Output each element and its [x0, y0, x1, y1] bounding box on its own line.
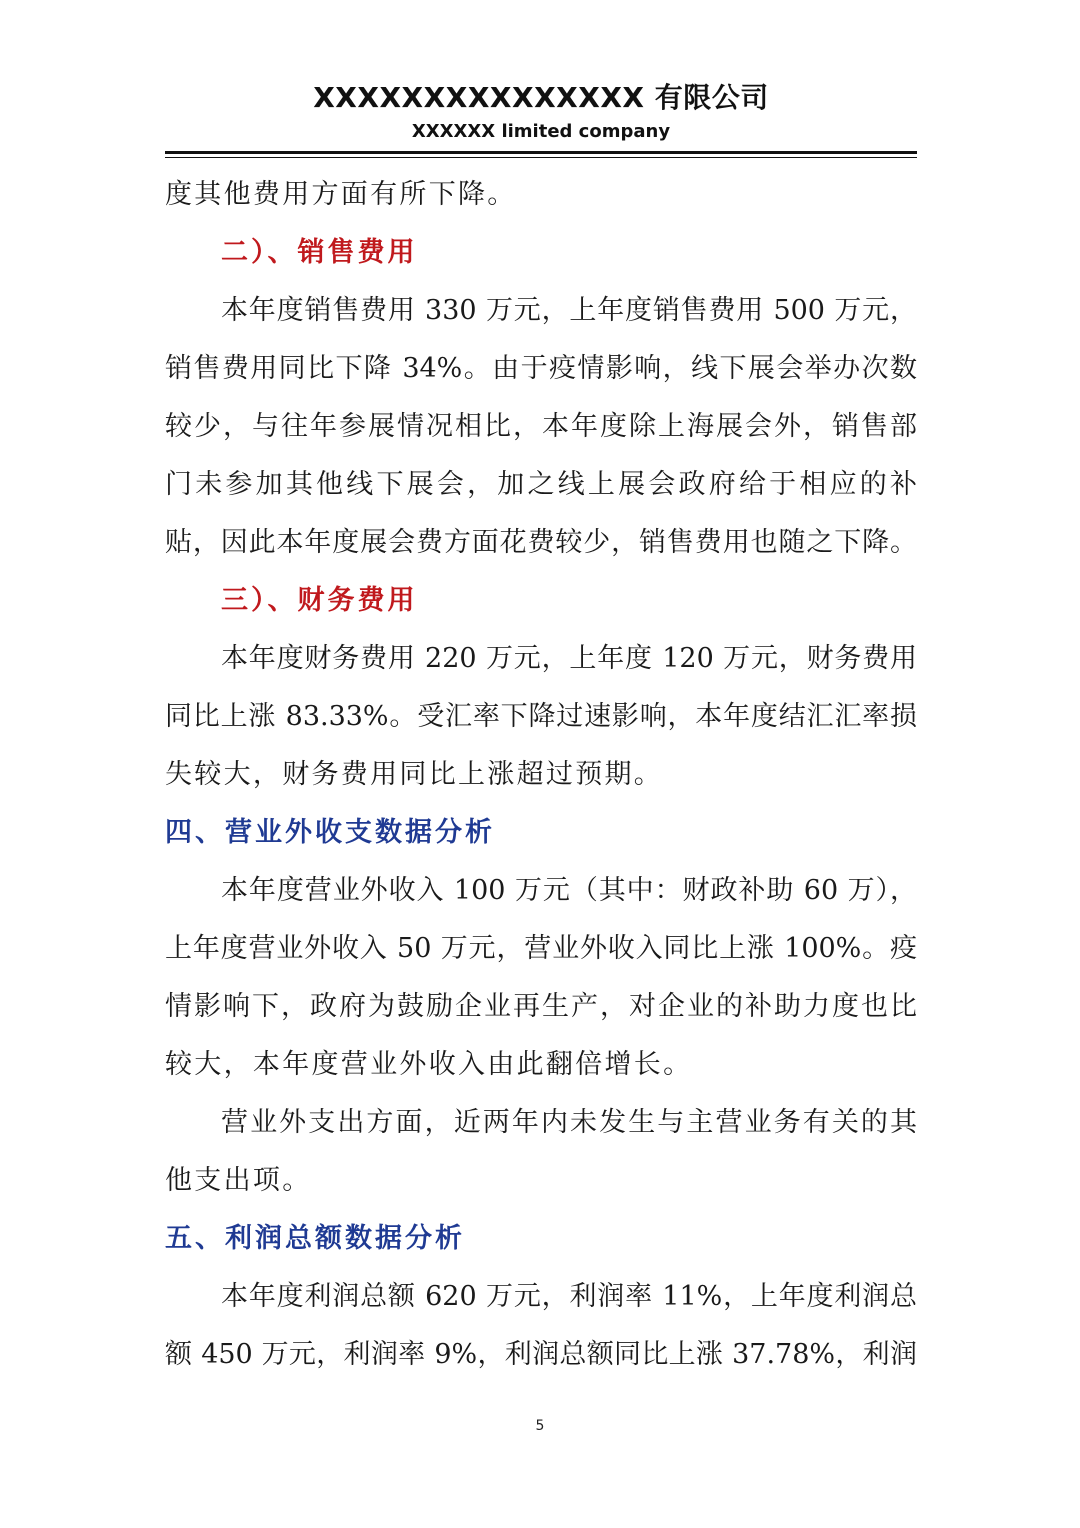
header-rule-thick: [165, 151, 917, 154]
company-name-en: XXXXXX limited company: [411, 121, 671, 142]
paragraph-line: 度其他费用方面有所下降。: [165, 179, 517, 210]
section-heading-total-profit: 五、利润总额数据分析: [165, 1223, 465, 1254]
paragraph-line: 贴，因此本年度展会费方面花费较少，销售费用也随之下降。: [165, 527, 917, 558]
header-rule-thin: [165, 157, 917, 158]
paragraph-line: 本年度利润总额 620 万元，利润率 11%，上年度利润总: [221, 1281, 917, 1312]
paragraph-line: 较大，本年度营业外收入由此翻倍增长。: [165, 1049, 693, 1080]
paragraph-line: 失较大，财务费用同比上涨超过预期。: [165, 759, 664, 790]
paragraph-line: 上年度营业外收入 50 万元，营业外收入同比上涨 100%。疫: [165, 933, 917, 964]
paragraph-line: 本年度销售费用 330 万元，上年度销售费用 500 万元，: [221, 295, 917, 326]
document-body: [165, 166, 917, 1384]
paragraph-line: 本年度财务费用 220 万元，上年度 120 万元，财务费用: [221, 643, 917, 674]
paragraph-line: 额 450 万元，利润率 9%，利润总额同比上涨 37.78%，利润: [165, 1339, 917, 1370]
paragraph-line: 门未参加其他线下展会，加之线上展会政府给于相应的补: [165, 469, 917, 500]
paragraph-line: 同比上涨 83.33%。受汇率下降过速影响，本年度结汇汇率损: [165, 701, 917, 732]
paragraph-line: 销售费用同比下降 34%。由于疫情影响，线下展会举办次数: [165, 353, 917, 384]
company-name-cn: XXXXXXXXXXXXXXX 有限公司: [313, 81, 769, 114]
section-heading-sales-expenses: 二）、销售费用: [221, 237, 418, 268]
paragraph-line: 他支出项。: [165, 1165, 312, 1196]
section-heading-non-operating: 四、营业外收支数据分析: [165, 817, 495, 848]
page-number: 5: [535, 1418, 545, 1434]
section-heading-financial-expenses: 三）、财务费用: [221, 585, 418, 616]
paragraph-line: 营业外支出方面，近两年内未发生与主营业务有关的其: [221, 1107, 917, 1138]
paragraph-line: 本年度营业外收入 100 万元（其中：财政补助 60 万），: [221, 875, 917, 906]
paragraph-line: 较少，与往年参展情况相比，本年度除上海展会外，销售部: [165, 411, 917, 442]
paragraph-line: 情影响下，政府为鼓励企业再生产，对企业的补助力度也比: [165, 991, 917, 1022]
page-header: [165, 78, 917, 146]
